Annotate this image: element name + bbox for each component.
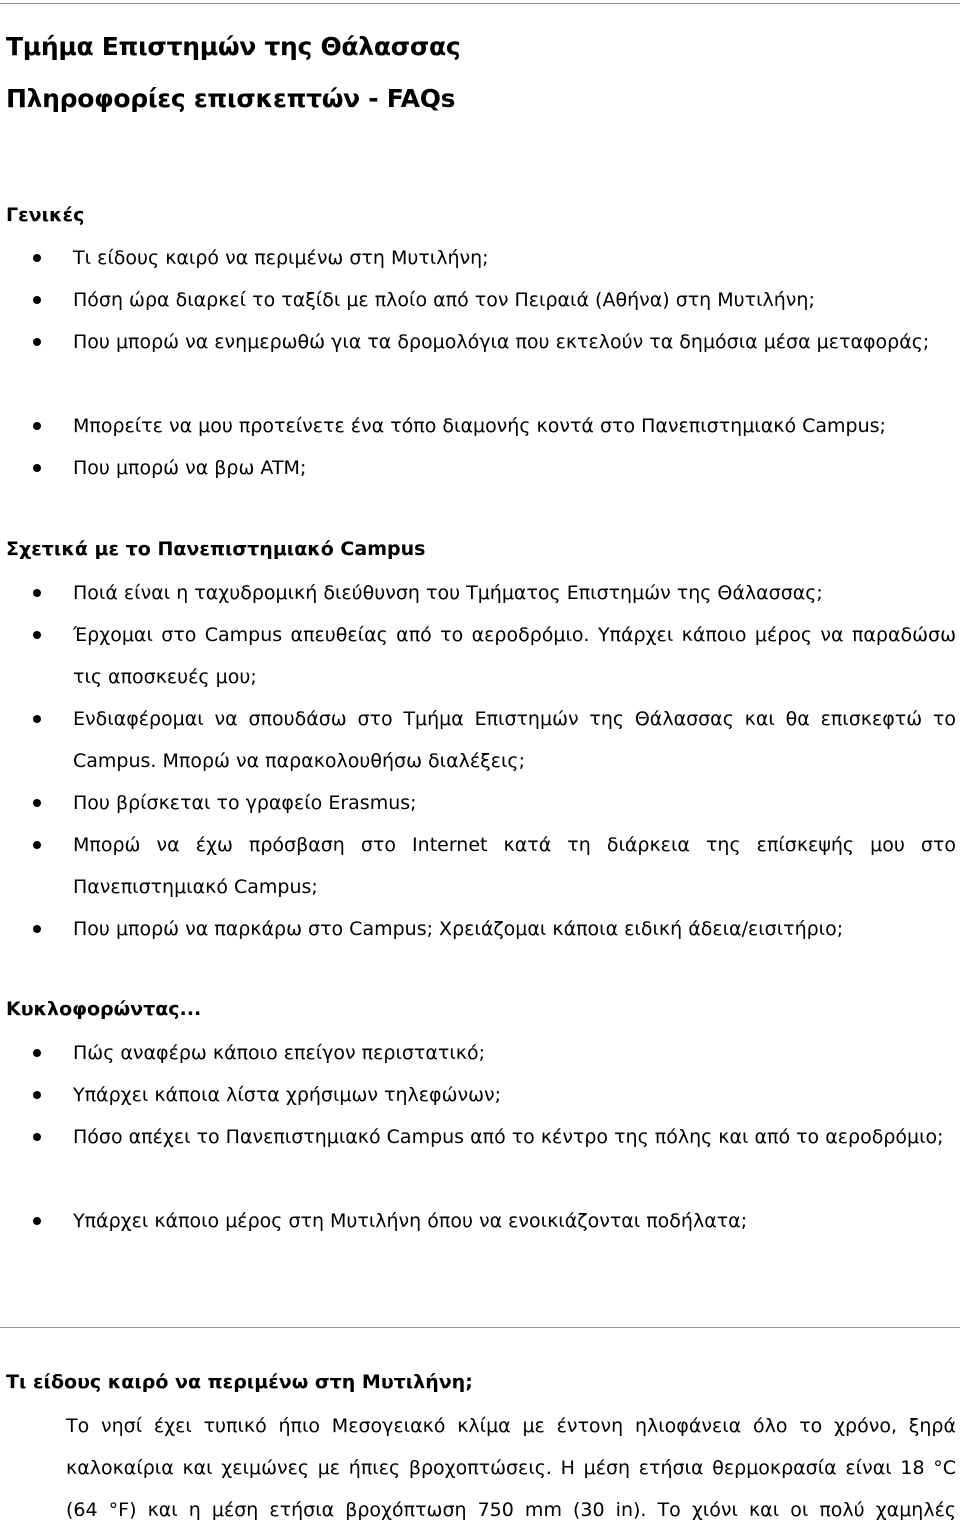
faq-question-link[interactable]: Πόσο απέχει το Πανεπιστημιακό Campus από το κέντρο της πόλης και από το αεροδρόμιο; — [73, 1126, 944, 1148]
faq-question-link[interactable]: Που μπορώ να παρκάρω στο Campus; Χρειάζομαι κάποια ειδική άδεια/εισιτήριο; — [73, 918, 844, 940]
faq-question-link[interactable]: Έρχομαι στο Campus απευθείας από το αεροδρόμιο. Υπάρχει κάποιο μέρος να παραδώσω τις αποσκευές μου; — [73, 624, 956, 688]
bullet-icon — [33, 589, 41, 597]
section-heading-general: Γενικές — [6, 204, 85, 226]
faq-question-link[interactable]: Ποιά είναι η ταχυδρομική διεύθυνση του Τμήματος Επιστημών της Θάλασσας; — [73, 582, 823, 604]
bullet-icon — [33, 296, 41, 304]
bullet-icon — [33, 464, 41, 472]
faq-question-link[interactable]: Που βρίσκεται το γραφείο Erasmus; — [73, 792, 417, 814]
bullet-icon — [33, 841, 41, 849]
bullet-icon — [33, 1217, 41, 1225]
faq-question-link[interactable]: Που μπορώ να βρω ATM; — [73, 457, 307, 479]
answer-heading-weather: Τι είδους καιρό να περιμένω στη Μυτιλήνη; — [6, 1371, 473, 1393]
bullet-icon — [33, 1091, 41, 1099]
top-divider — [0, 3, 960, 4]
bullet-icon — [33, 925, 41, 933]
faq-question-link[interactable]: Υπάρχει κάποιο μέρος στη Μυτιλήνη όπου να ενοικιάζονται ποδήλατα; — [73, 1210, 748, 1232]
section-divider — [0, 1327, 960, 1328]
bullet-icon — [33, 631, 41, 639]
bullet-icon — [33, 1133, 41, 1141]
bullet-icon — [33, 254, 41, 262]
section-heading-campus: Σχετικά με το Πανεπιστημιακό Campus — [6, 538, 426, 560]
page-title: Τμήμα Επιστημών της Θάλασσας — [6, 32, 461, 61]
section-heading-getting-around: Κυκλοφορώντας... — [6, 998, 202, 1020]
bullet-icon — [33, 1049, 41, 1057]
bullet-icon — [33, 422, 41, 430]
bullet-icon — [33, 715, 41, 723]
bullet-icon — [33, 799, 41, 807]
page-subtitle: Πληροφορίες επισκεπτών - FAQs — [6, 84, 456, 113]
faq-question-link[interactable]: Ενδιαφέρομαι να σπουδάσω στο Τμήμα Επιστημών της Θάλασσας και θα επισκεφτώ το Campus. Μπορώ να παρακολουθήσω διαλέξεις; — [73, 708, 956, 772]
bullet-icon — [33, 338, 41, 346]
faq-question-link[interactable]: Τι είδους καιρό να περιμένω στη Μυτιλήνη; — [73, 247, 489, 269]
faq-question-link[interactable]: Πώς αναφέρω κάποιο επείγον περιστατικό; — [73, 1042, 485, 1064]
faq-question-link[interactable]: Που μπορώ να ενημερωθώ για τα δρομολόγια που εκτελούν τα δημόσια μέσα μεταφοράς; — [73, 331, 930, 353]
faq-question-link[interactable]: Μπορώ να έχω πρόσβαση στο Internet κατά τη διάρκεια της επίσκεψής μου στο Πανεπιστημιακό Campus; — [73, 834, 956, 898]
faq-question-link[interactable]: Μπορείτε να μου προτείνετε ένα τόπο διαμονής κοντά στο Πανεπιστημιακό Campus; — [73, 415, 886, 437]
answer-text-weather: Το νησί έχει τυπικό ήπιο Μεσογειακό κλίμα με έντονη ηλιοφάνεια όλο το χρόνο, ξηρά καλοκαίρια και χειμώνες με ήπιες βροχοπτώσεις. Η μέση ετήσια θερμοκρασία είναι 18 °C (64 °F) και η μέση ετήσια βροχόπτωση 750 mm (30 in). Το χιόνι και οι πολύ χαμηλές — [66, 1415, 956, 1521]
faq-question-link[interactable]: Υπάρχει κάποια λίστα χρήσιμων τηλεφώνων; — [73, 1084, 502, 1106]
faq-question-link[interactable]: Πόση ώρα διαρκεί το ταξίδι με πλοίο από τον Πειραιά (Αθήνα) στη Μυτιλήνη; — [73, 289, 815, 311]
